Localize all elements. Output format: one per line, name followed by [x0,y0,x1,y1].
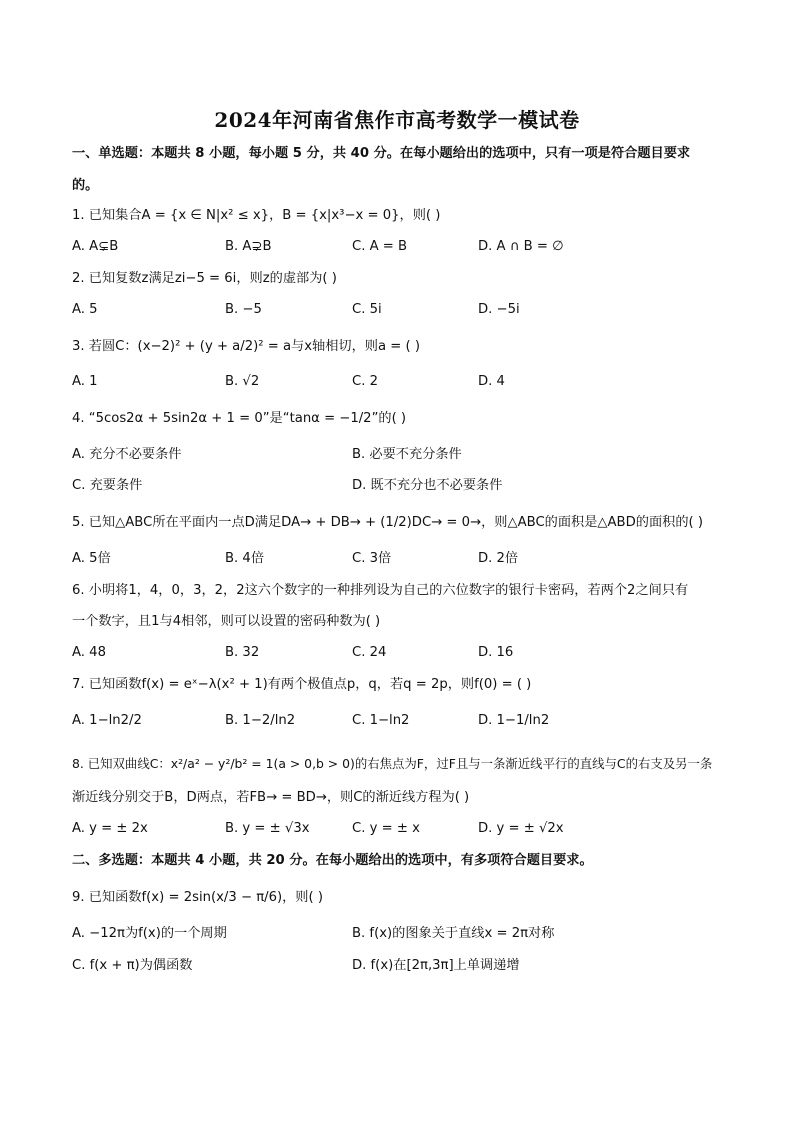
q2-option-b: B. −5 [225,302,262,317]
q8-option-d: D. y = ± √2x [478,821,564,836]
question-8-stem-line1: 8. 已知双曲线C：x²/a² − y²/b² = 1(a > 0,b > 0)的右焦点为F，过F且与一条渐近线平行的直线与C的右支及另一条 [72,756,713,771]
section1-instruction-line2: 的。 [72,178,99,193]
q4-option-a: A. 充分不必要条件 [72,447,182,462]
question-9-stem: 9. 已知函数f(x) = 2sin(x/3 − π/6)，则( ) [72,890,323,905]
q9-option-c: C. f(x + π)为偶函数 [72,958,193,973]
q6-option-d: D. 16 [478,645,514,660]
q3-option-c: C. 2 [352,374,378,389]
q3-option-d: D. 4 [478,374,505,389]
section2-header [72,852,593,870]
q2-option-c: C. 5i [352,302,382,317]
q9-option-d: D. f(x)在[2π,3π]上单调递增 [352,958,520,973]
q6-option-b: B. 32 [225,645,260,660]
q4-option-d: D. 既不充分也不必要条件 [352,478,503,493]
q1-option-d: D. A ∩ B = ∅ [478,239,564,254]
question-4-stem: 4. “5cos2α + 5sin2α + 1 = 0”是“tanα = −1/2”的( ) [72,411,407,426]
q5-option-d: D. 2倍 [478,551,519,566]
q7-option-d: D. 1−1/ln2 [478,713,550,728]
q7-option-b: B. 1−2/ln2 [225,713,296,728]
q5-option-b: B. 4倍 [225,551,265,566]
q5-option-a: A. 5倍 [72,551,111,566]
q8-option-c: C. y = ± x [352,821,420,836]
q4-option-c: C. 充要条件 [72,478,143,493]
question-2-stem: 2. 已知复数z满足zi−5 = 6i，则z的虚部为( ) [72,271,337,286]
q6-option-a: A. 48 [72,645,106,660]
q8-option-a: A. y = ± 2x [72,821,148,836]
question-7-stem: 7. 已知函数f(x) = eˣ−λ(x² + 1)有两个极值点p，q，若q = 2p，则f(0) = ( ) [72,677,532,692]
section1-instruction-line1: 本题共 8 小题，每小题 5 分，共 40 分。在每小题给出的选项中，只有一项是符合题目要求 [151,146,691,161]
q3-option-b: B. √2 [225,374,260,389]
section1-prefix: 一、单选题： [72,146,152,161]
q9-option-a: A. −12π为f(x)的一个周期 [72,926,227,941]
q6-option-c: C. 24 [352,645,387,660]
q1-option-c: C. A = B [352,239,408,254]
q7-option-a: A. 1−ln2/2 [72,713,142,728]
q2-option-d: D. −5i [478,302,520,317]
q4-option-b: B. 必要不充分条件 [352,447,462,462]
question-3-stem: 3. 若圆C：(x−2)² + (y + a/2)² = a与x轴相切，则a = ( ) [72,339,420,354]
q5-option-c: C. 3倍 [352,551,392,566]
q8-option-b: B. y = ± √3x [225,821,310,836]
exam-title: 2024年河南省焦作市高考数学一模试卷 [214,108,580,132]
q7-option-c: C. 1−ln2 [352,713,410,728]
q3-option-a: A. 1 [72,374,98,389]
section2-prefix: 二、多选题： [72,853,152,868]
question-1-stem: 1. 已知集合A = {x ∈ N|x² ≤ x}，B = {x|x³−x = 0}，则( ) [72,208,441,223]
section1-header [72,145,690,163]
question-6-stem-line1: 6. 小明将1，4，0，3，2，2这六个数字的一种排列设为自己的六位数字的银行卡密码，若两个2之间只有 [72,583,689,598]
q1-option-a: A. A⊊B [72,239,119,254]
q2-option-a: A. 5 [72,302,98,317]
question-5-stem: 5. 已知△ABC所在平面内一点D满足DA→ + DB→ + (1/2)DC→ = 0→，则△ABC的面积是△ABD的面积的( ) [72,515,703,530]
q9-option-b: B. f(x)的图象关于直线x = 2π对称 [352,926,555,941]
question-6-stem-line2: 一个数字，且1与4相邻，则可以设置的密码种数为( ) [72,614,381,629]
section2-instruction: 本题共 4 小题，共 20 分。在每小题给出的选项中，有多项符合题目要求。 [151,853,593,868]
question-8-stem-line2: 渐近线分别交于B，D两点，若FB→ = BD→，则C的渐近线方程为( ) [72,790,470,805]
section1-instruction-line2-row [72,177,98,195]
q1-option-b: B. A⊋B [225,239,272,254]
